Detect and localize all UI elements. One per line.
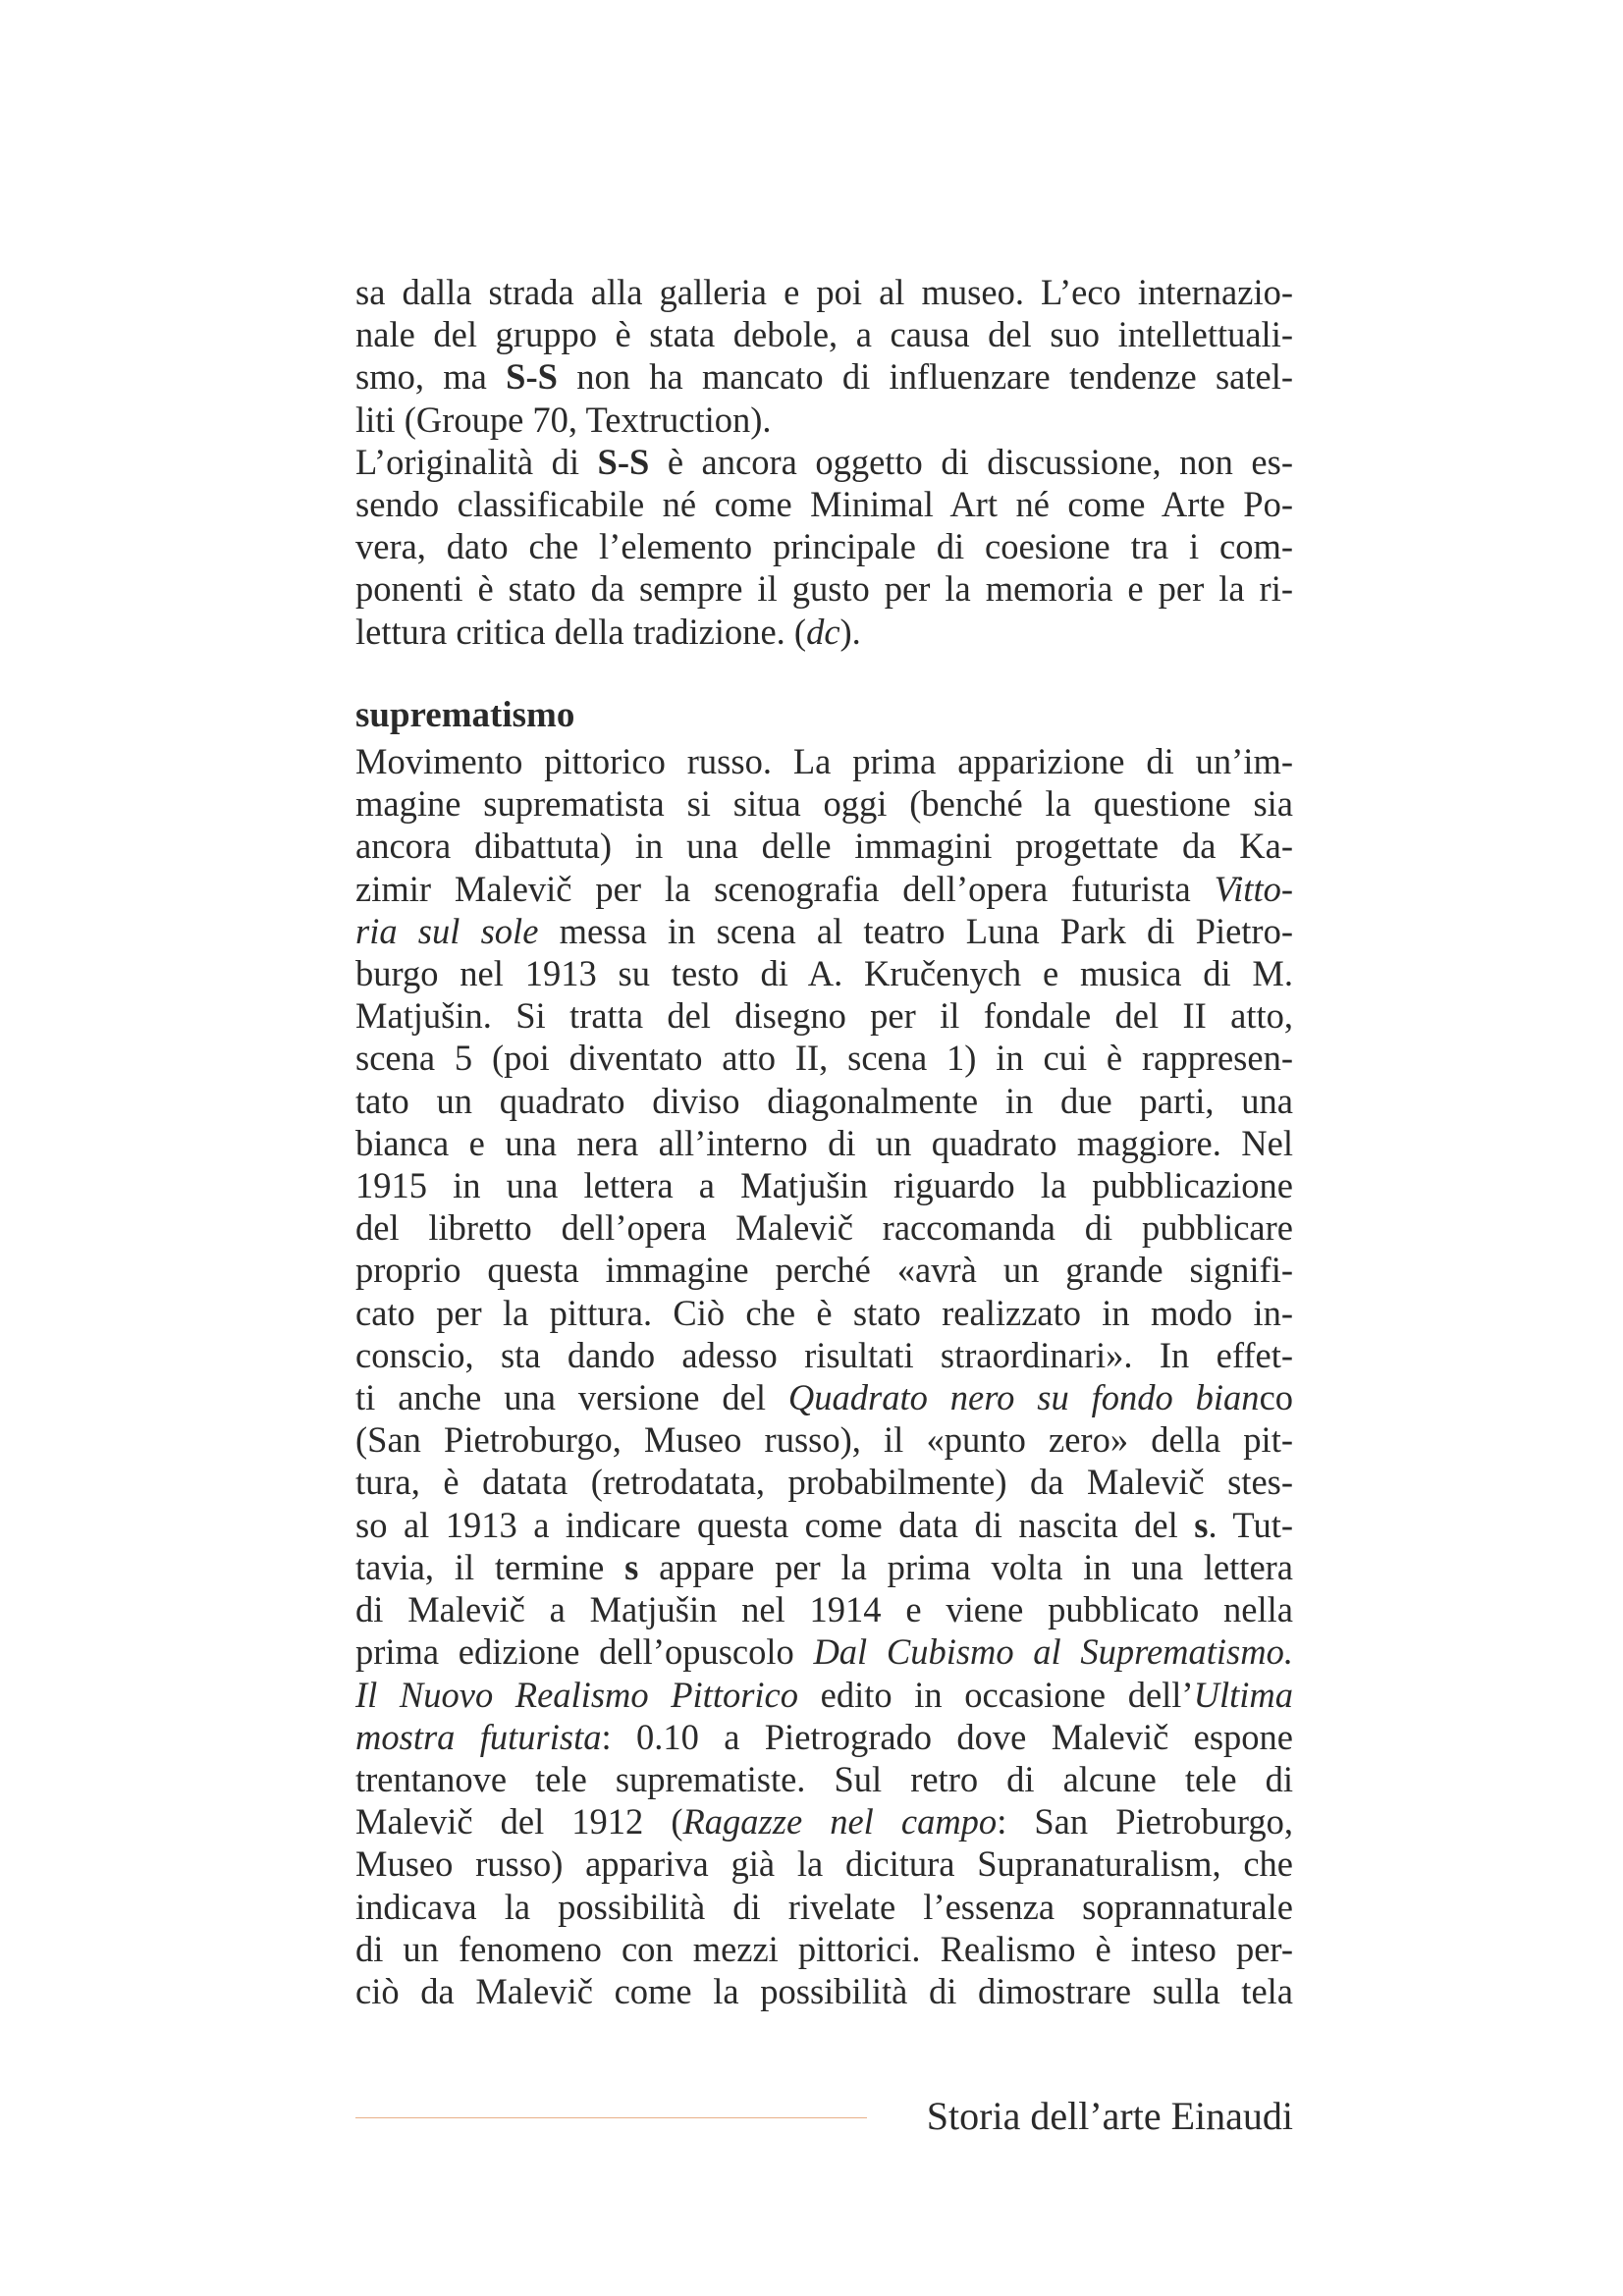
text-line: prima edizione dell’opuscolo Dal Cubismo al Suprematismo.	[355, 1631, 1293, 1673]
text-line: zimir Malevič per la scenografia dell’opera futurista Vitto-	[355, 868, 1293, 909]
ss-abbreviation: S-S	[597, 441, 650, 482]
entry-heading: suprematismo	[355, 694, 575, 735]
text-line: 1915 in una lettera a Matjušin riguardo la pubblicazione	[355, 1165, 1293, 1206]
text-line: indicava la possibilità di rivelate l’essenza soprannaturale	[355, 1886, 1293, 1927]
text-line: Movimento pittorico russo. La prima apparizione di un’im-	[355, 741, 1293, 782]
text-line: conscio, sta dando adesso risultati straordinari». In effet-	[355, 1334, 1293, 1375]
text-line: ciò da Malevič come la possibilità di dimostrare sulla tela	[355, 1970, 1293, 2011]
text-line: trentanove tele suprematiste. Sul retro di alcune tele di	[355, 1758, 1293, 1799]
footer-rule	[355, 2117, 867, 2118]
text-line: tato un quadrato diviso diagonalmente in due parti, una	[355, 1080, 1293, 1121]
text-line: Malevič del 1912 (Ragazze nel campo: San Pietroburgo,	[355, 1801, 1293, 1842]
text-line: nale del gruppo è stata debole, a causa del suo intellettuali-	[355, 314, 1293, 355]
text-line: so al 1913 a indicare questa come data di nascita del s. Tut-	[355, 1504, 1293, 1545]
text-line: cato per la pittura. Ciò che è stato realizzato in modo in-	[355, 1292, 1293, 1333]
text-line: tura, è datata (retrodatata, probabilmente) da Malevič stes-	[355, 1462, 1293, 1503]
text-line: L’originalità di S-S è ancora oggetto di discussione, non es-	[355, 441, 1293, 482]
intro-paragraph	[355, 271, 1293, 441]
text-line: liti (Groupe 70, Textruction).	[355, 399, 772, 440]
ss-abbreviation: S-S	[506, 356, 558, 398]
text-line: Matjušin. Si tratta del disegno per il fondale del II atto,	[355, 995, 1293, 1037]
text-line: Il Nuovo Realismo Pittorico edito in occasione dell’Ultima	[355, 1674, 1293, 1715]
author-initials: dc	[806, 611, 840, 652]
text-line: scena 5 (poi diventato atto II, scena 1) in cui è rappresen-	[355, 1038, 1293, 1079]
text-column	[355, 271, 1293, 2012]
text-line: smo, ma S-S non ha mancato di influenzare tendenze satel-	[355, 356, 1294, 398]
text-line: sa dalla strada alla galleria e poi al museo. L’eco internazio-	[355, 272, 1293, 312]
text-line: bianca e una nera all’interno di un quadrato maggiore. Nel	[355, 1122, 1293, 1163]
text-line: di un fenomeno con mezzi pittorici. Realismo è inteso per-	[355, 1928, 1293, 1969]
text-line: del libretto dell’opera Malevič raccomanda di pubblicare	[355, 1207, 1293, 1249]
second-paragraph	[355, 441, 1293, 653]
text-line: magine suprematista si situa oggi (benché la questione sia	[355, 783, 1293, 825]
text-line: di Malevič a Matjušin nel 1914 e viene pubblicato nella	[355, 1589, 1293, 1630]
text-line: vera, dato che l’elemento principale di coesione tra i com-	[355, 526, 1293, 567]
text-line: mostra futurista: 0.10 a Pietrogrado dove Malevič espone	[355, 1716, 1293, 1757]
text-line: lettura critica della tradizione. (dc).	[355, 611, 861, 652]
text-line: (San Pietroburgo, Museo russo), il «punto zero» della pit-	[355, 1419, 1293, 1461]
text-line: Museo russo) appariva già la dicitura Supranaturalism, che	[355, 1843, 1293, 1885]
text-line: ria sul sole messa in scena al teatro Luna Park di Pietro-	[355, 910, 1293, 951]
text-line: proprio questa immagine perché «avrà un grande signifi-	[355, 1250, 1293, 1291]
entry-body	[355, 740, 1293, 2012]
footer-title: Storia dell’arte Einaudi	[926, 2094, 1293, 2138]
text-line: tavia, il termine s appare per la prima volta in una lettera	[355, 1546, 1293, 1587]
text-line: burgo nel 1913 su testo di A. Kručenych e musica di M.	[355, 953, 1293, 994]
text-line: ancora dibattuta) in una delle immagini progettate da Ka-	[355, 826, 1293, 867]
text-line: ti anche una versione del Quadrato nero su fondo bianco	[355, 1377, 1294, 1418]
text-line: sendo classificabile né come Minimal Art né come Arte Po-	[355, 484, 1293, 525]
text-line: ponenti è stato da sempre il gusto per la memoria e per la ri-	[355, 568, 1293, 610]
